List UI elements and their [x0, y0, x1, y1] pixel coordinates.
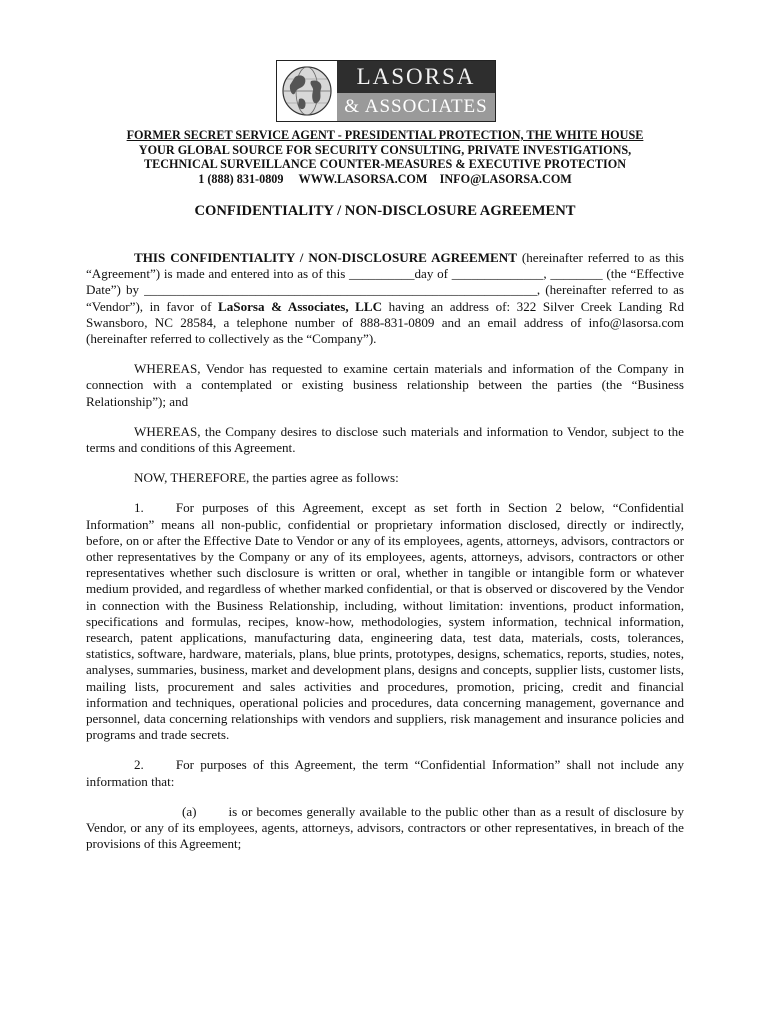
email-address: INFO@LASORSA.COM [439, 171, 572, 186]
intro-text-1: (hereinafter referred to as this “Agreement”) is made and entered into as of this __________day of ______________, ________ (the “Effective Date”) by ____________________________________________________________, (hereinafter referred to as “Vendor”), in favor of [86, 250, 684, 314]
intro-bold-lead: THIS CONFIDENTIALITY / NON-DISCLOSURE AGREEMENT [134, 250, 517, 265]
letterhead-contact [86, 172, 684, 187]
now-therefore-text: NOW, THEREFORE, the parties agree as follows: [134, 470, 399, 486]
letterhead [86, 128, 684, 186]
section-1-text: For purposes of this Agreement, except as set forth in Section 2 below, “Confidential Information” means all non-public, confidential or proprietary information disclosed, directly or indirectly, before, on or after the Effective Date to Vendor or any of its employees, agents, attorneys, advisors, contractors or other representatives by the Company or any of its employees, agents, attorneys, advisors, contractors or other representatives whether such disclosure is written or oral, whether in tangible or intangible form or whatever medium provided, and regardless of whether marked confidential, or that is observed or discovered by the Vendor in connection with the Business Relationship, including, without limitation: inventions, product information, specifications and formulas, recipes, know-how, methodologies, system information, technical information, research, patent applications, manufacturing data, engineering data, test data, materials, costs, tolerances, statistics, software, hardware, materials, plans, blue prints, prototypes, designs, schematics, reports, studies, notes, analyses, summaries, business, market and development plans, designs and concepts, supplier lists, customer lists, mailing lists, procurement and sales activities and procedures, promotion, pricing, credit and financial information and techniques, operational policies and procedures, data concerning management, governance and personnel, data concerning relationships with vendors and suppliers, risk management and insurance policies and programs and trade secrets. [86, 500, 684, 743]
whereas-paragraph-2 [86, 424, 684, 456]
phone-number: 1 (888) 831-0809 [198, 171, 284, 186]
section-2a-number: (a) [182, 803, 197, 819]
globe-icon [277, 61, 337, 121]
section-2-text: For purposes of this Agreement, the term “Confidential Information” shall not include any information that: [86, 757, 684, 789]
section-2-paragraph [86, 757, 684, 789]
agreement-body [86, 250, 684, 867]
whereas-paragraph-1 [86, 361, 684, 410]
letterhead-line-3: TECHNICAL SURVEILLANCE COUNTER-MEASURES & EXECUTIVE PROTECTION [143, 157, 627, 172]
section-1-number: 1. [134, 500, 144, 516]
intro-text-2: having an address of: 322 Silver Creek Landing Rd Swansboro, NC 28584, a telephone number of 888-831-0809 and an email address of info@lasorsa.com (hereinafter referred to collectively as the “Company”). [86, 298, 684, 347]
letterhead-line-1: FORMER SECRET SERVICE AGENT - PRESIDENTIAL PROTECTION, THE WHITE HOUSE [126, 128, 644, 142]
letterhead-line-2: YOUR GLOBAL SOURCE FOR SECURITY CONSULTING, PRIVATE INVESTIGATIONS, [138, 142, 632, 157]
website: WWW.LASORSA.COM [298, 171, 428, 186]
now-therefore-paragraph [86, 470, 684, 486]
whereas-2-text: WHEREAS, the Company desires to disclose such materials and information to Vendor, subject to the terms and conditions of this Agreement. [86, 423, 684, 456]
section-2a-paragraph [86, 804, 684, 853]
company-name: LaSorsa & Associates, LLC [218, 298, 383, 314]
section-2a-text: is or becomes generally available to the public other than as a result of disclosure by Vendor, or any of its employees, agents, attorneys, advisors, contractors or other representatives, in breach of the provisions of this Agreement; [86, 803, 684, 852]
section-1-paragraph [86, 500, 684, 743]
intro-paragraph [86, 250, 684, 347]
whereas-1-text: WHEREAS, Vendor has requested to examine certain materials and information of the Company in connection with a contemplated or existing business relationship between the parties (the “Business Relationship”); and [86, 361, 684, 409]
logo-line-2: & ASSOCIATES [337, 93, 495, 121]
section-2-number: 2. [134, 757, 144, 773]
company-logo [276, 60, 496, 122]
document-title: CONFIDENTIALITY / NON-DISCLOSURE AGREEMENT [194, 203, 576, 219]
logo-line-1: LASORSA [337, 61, 495, 93]
